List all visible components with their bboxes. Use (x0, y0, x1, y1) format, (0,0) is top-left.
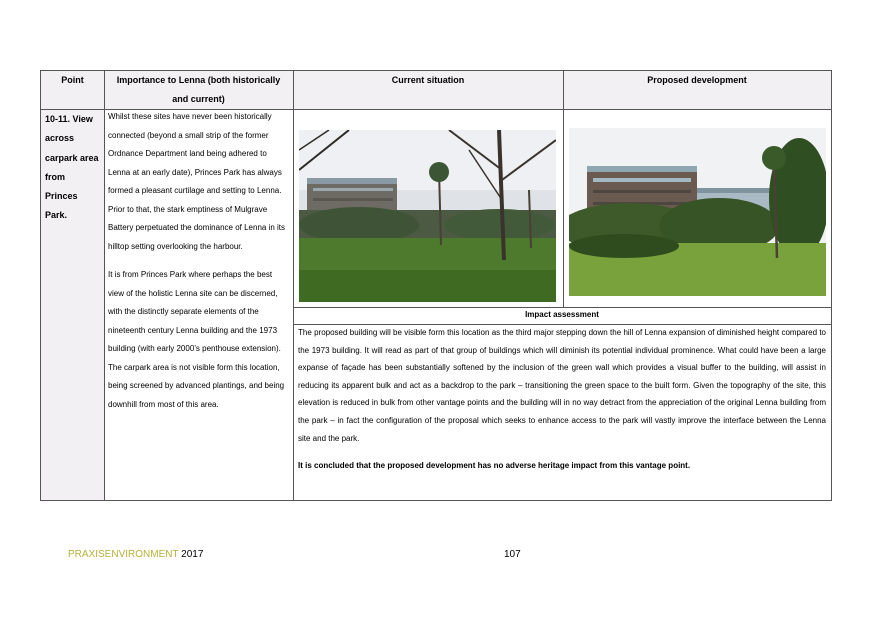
header-point (41, 71, 104, 109)
footer-brand-name: PRAXISENVIRONMENT (68, 549, 179, 560)
page-number: 107 (504, 549, 521, 560)
footer-brand (68, 549, 203, 560)
current-situation-photo (299, 130, 556, 302)
divider (104, 71, 105, 500)
divider (293, 71, 294, 500)
header-importance-text: Importance to Lenna (both historically and current) (116, 75, 281, 104)
point-label: 10-11. View across carpark area from Princes Park. (45, 114, 99, 221)
header-current-text: Current situation (391, 75, 465, 85)
header-proposed-text: Proposed development (647, 75, 747, 85)
importance-paragraph-2: It is from Princes Park where perhaps the best view of the holistic Lenna site can be discerned, with the distinctly separate elements of the nineteenth century Lenna building and the 1973 building (with early 2000’s penthouse extension). The carpark area is not visible form this location, being screened by advanced plantings, and being downhill from most of this area. (108, 270, 285, 409)
heritage-table (40, 70, 832, 501)
point-cell (41, 109, 104, 500)
impact-heading-text: Impact assessment (525, 310, 599, 319)
impact-cell (293, 324, 831, 500)
header-point-text: Point (61, 75, 84, 85)
divider (293, 307, 831, 308)
proposed-photo-svg (569, 128, 826, 296)
impact-conclusion: It is concluded that the proposed development has no adverse heritage impact from this vantage point. (298, 461, 691, 471)
proposed-development-photo (569, 128, 826, 296)
importance-cell (104, 109, 293, 500)
header-proposed (563, 71, 831, 109)
impact-text: The proposed building will be visible form this location as the third major stepping down the hill of Lenna expansion of diminished height compared to the 1973 building. It will read as part of that group of buildings which will diminish its potential individual prominence. What could have been a large expanse of façade has been substantially softened by the inclusion of the green wall which provides a visual buffer to the building, will assist in reducing its apparent bulk and act as a backdrop to the park – transitioning the green space to the built form. Given the topography of the site, this elevation is reduced in bulk from other vantage points and the building will in no way detract from the appreciation of the original Lenna building from the park – in fact the configuration of the proposal which seeks to enhance access to the park will vastly improve the interface between the Lenna site and the park. (298, 328, 826, 443)
footer-year: 2017 (178, 549, 204, 560)
current-photo-svg (299, 130, 556, 302)
header-current (293, 71, 563, 109)
importance-paragraph-1: Whilst these sites have never been historically connected (beyond a small strip of the former Ordnance Department land being adhered to Lenna at an early date), Princes Park has always formed a pleasant curtilage and setting to Lenna. Prior to that, the stark emptiness of Mulgrave Battery perpetuated the dominance of Lenna in its hilltop setting overlooking the harbour. (108, 112, 286, 251)
impact-heading (293, 307, 831, 324)
divider (563, 71, 564, 307)
divider (293, 324, 831, 325)
divider (41, 109, 831, 110)
header-importance (104, 71, 293, 109)
